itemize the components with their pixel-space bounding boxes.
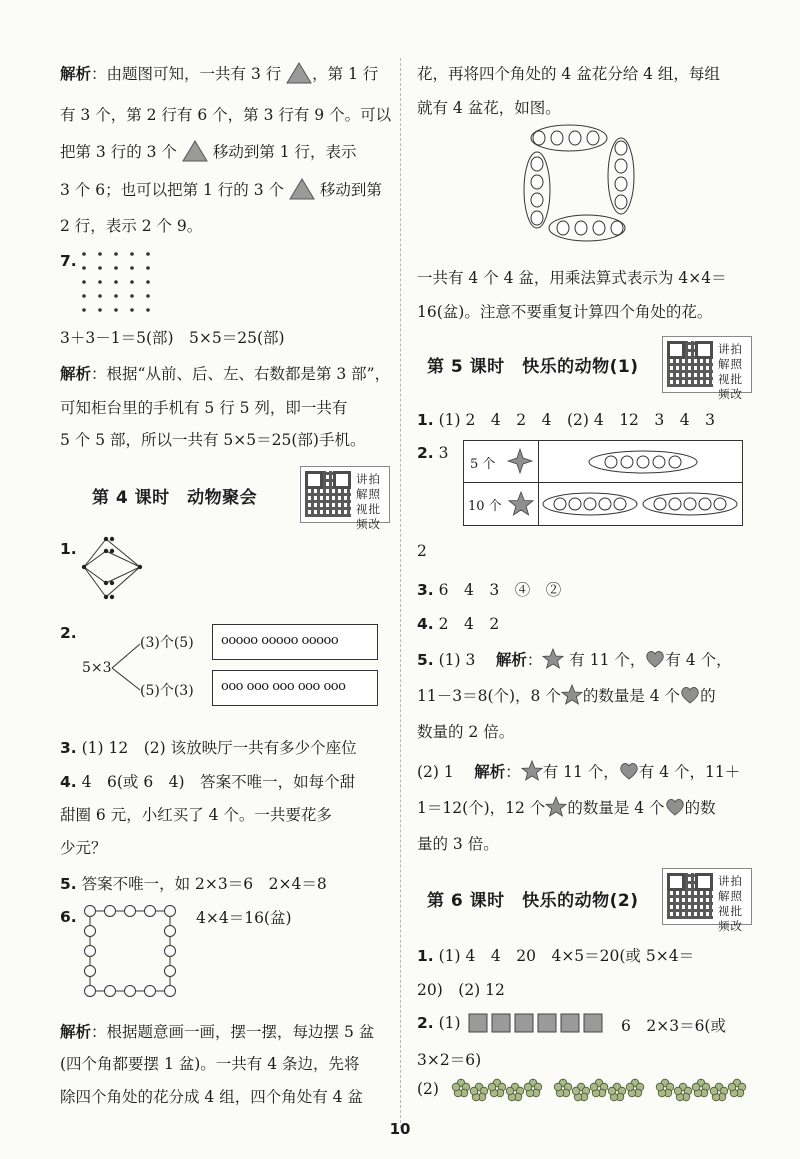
five-circle-group <box>588 449 698 475</box>
page-number: 10 <box>389 1120 411 1138</box>
analysis-line: 3 个 6；也可以把第 1 行的 3 个 移动到第 <box>60 178 382 202</box>
qr-code[interactable]: 讲拍解照视批频改 <box>662 868 752 925</box>
square-row-figure <box>467 1012 607 1034</box>
answer-line: 20) (2) 12 <box>417 981 505 999</box>
qr-code-image <box>667 873 713 919</box>
heart-icon <box>680 686 700 704</box>
flower-groups-figure <box>451 1076 751 1106</box>
answer-line: 2 <box>417 542 427 560</box>
star-icon <box>521 760 543 782</box>
analysis-line: 11－3＝8(个)，8 个 的数量是 4 个 的 <box>417 684 716 708</box>
qr-code-image <box>667 341 713 387</box>
answer-line: 1. (1) 4 4 20 4×5＝20(或 5×4＝ <box>417 947 695 965</box>
question-number: 2. <box>60 624 77 642</box>
analysis-line: 有 3 个，第 2 行有 6 个，第 3 行有 9 个。可以 <box>60 106 392 124</box>
question-number: 1. <box>60 540 77 558</box>
qr-code[interactable]: 讲拍解照视批频改 <box>662 336 752 393</box>
answer-line: (2) <box>417 1080 439 1098</box>
answer-line: 2. (1) <box>417 1014 461 1032</box>
lesson-title: 第 4 课时 动物聚会 <box>92 488 258 508</box>
analysis-line: (四个角都要摆 1 盆)。一共有 4 条边，先将 <box>60 1055 360 1073</box>
answer-line: 4. 4 6(或 6 4) 答案不唯一，如每个甜 <box>60 773 356 791</box>
qr-code-image <box>305 471 351 517</box>
lesson-title: 第 6 课时 快乐的动物(2) <box>427 891 639 911</box>
analysis-line: 5 个 5 部，所以一共有 5×5＝25(部)手机。 <box>60 431 366 449</box>
analysis-line: 数量的 2 倍。 <box>417 723 515 741</box>
analysis-line: 解析：由题图可知，一共有 3 行 ，第 1 行 <box>60 64 379 83</box>
triangle-icon <box>182 140 208 162</box>
analysis-line: 一共有 4 个 4 盆，用乘法算式表示为 4×4＝ <box>417 269 727 287</box>
heart-icon <box>619 762 639 780</box>
triangle-icon <box>289 178 315 200</box>
grouping-label: (5)个(3) <box>140 683 194 699</box>
answer-line: 6 2×3＝6(或 <box>621 1017 726 1035</box>
dot-grid-figure <box>80 250 160 320</box>
star-icon <box>561 684 583 706</box>
line-pairing-figure <box>80 537 150 603</box>
analysis-line: 2 行，表示 2 个 9。 <box>60 217 203 235</box>
analysis-line: 就有 4 盆花，如图。 <box>417 99 561 117</box>
lesson-title: 第 5 课时 快乐的动物(1) <box>427 357 639 377</box>
star-icon <box>545 796 567 818</box>
analysis-line: 量的 3 倍。 <box>417 835 499 853</box>
circle-group-box: ooooo ooooo ooooo <box>212 624 378 660</box>
heart-icon <box>645 650 665 668</box>
expression: 5×3 <box>82 660 112 676</box>
analysis-line: 可知柜台里的手机有 5 行 5 列，即一共有 <box>60 399 348 417</box>
answer-line: 5. 答案不唯一，如 2×3＝6 2×4＝8 <box>60 875 327 893</box>
analysis-line: 把第 3 行的 3 个 移动到第 1 行，表示 <box>60 140 357 164</box>
analysis-line: 1＝12(个)，12 个 的数量是 4 个 的数 <box>417 796 716 820</box>
answer-line: 4. 2 4 2 <box>417 615 500 633</box>
question-number: 6. <box>60 908 77 926</box>
star-icon <box>508 491 534 517</box>
four-point-star-icon <box>508 449 532 473</box>
answer-line: 4×4＝16(盆) <box>196 909 292 927</box>
question-number: 7. <box>60 252 77 270</box>
heart-icon <box>665 798 685 816</box>
row-label: 10 个 <box>468 499 502 514</box>
answer-line: 3. (1) 12 (2) 该放映厅一共有多少个座位 <box>60 739 357 757</box>
analysis-line: 花，再将四个角处的 4 盆花分给 4 组，每组 <box>417 65 720 83</box>
answer-line: 5. (1) 3 解析： 有 11 个， 有 4 个， <box>417 650 732 669</box>
analysis-line: 解析：根据题意画一画，摆一摆，每边摆 5 盆 <box>60 1022 375 1041</box>
answer-line: 少元？ <box>60 839 107 857</box>
answer-line: 2. 3 <box>417 444 449 462</box>
analysis-line: 解析：根据“从前、后、左、右数都是第 3 部”， <box>60 364 391 383</box>
grouping-label: (3)个(5) <box>140 635 194 651</box>
star-icon <box>542 648 564 670</box>
answer-line: 3. 6 4 3 ④ ② <box>417 581 562 599</box>
row-label: 5 个 <box>470 457 496 472</box>
ten-circle-groups <box>542 491 742 517</box>
formula-line: 3＋3－1＝5(部) 5×5＝25(部) <box>60 329 285 347</box>
answer-line: (2) 1 解析： 有 11 个， 有 4 个，11＋ <box>417 762 741 781</box>
answer-line: 甜圈 6 元，小红买了 4 个。一共要花多 <box>60 806 332 824</box>
analysis-line: 16(盆)。注意不要重复计算四个角处的花。 <box>417 303 713 321</box>
analysis-line: 除四个角处的花分成 4 组，四个角处有 4 盆 <box>60 1088 363 1106</box>
column-divider <box>400 58 401 1128</box>
grouped-pots-figure <box>523 124 635 242</box>
flower-pot-square-figure <box>82 905 182 1000</box>
triangle-icon <box>286 62 312 84</box>
circle-group-box: ooo ooo ooo ooo ooo <box>212 670 378 706</box>
qr-code[interactable]: 讲拍解照视批频改 <box>300 466 390 523</box>
answer-line: 3×2＝6) <box>417 1051 482 1069</box>
answer-line: 1. (1) 2 4 2 4 (2) 4 12 3 4 3 <box>417 411 716 429</box>
star-grouping-table <box>463 440 743 526</box>
